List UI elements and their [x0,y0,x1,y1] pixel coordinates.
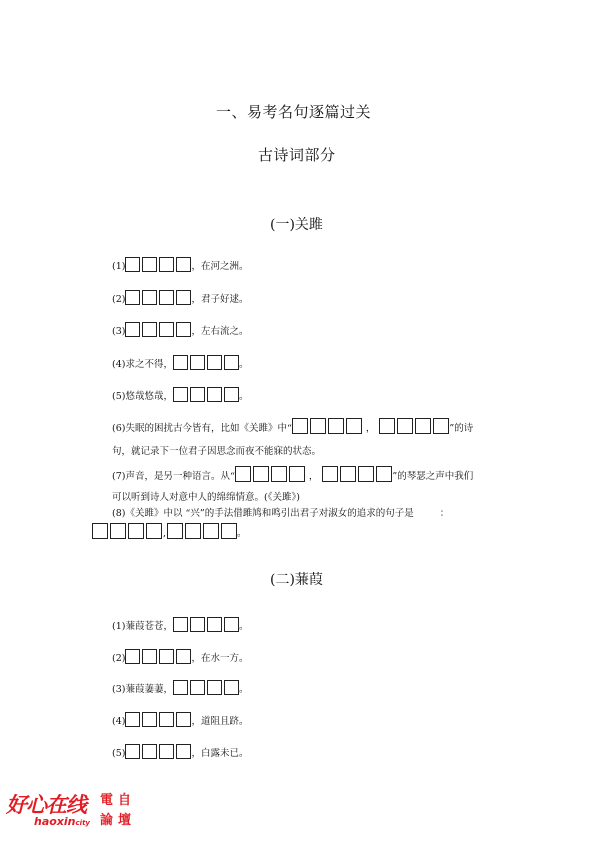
comma: , [163,528,167,539]
question-row [112,744,248,759]
question-text: ”的琴瑟之声中我们 [392,471,474,482]
question-row [92,523,247,539]
comma: ， [308,471,319,482]
answer-boxes[interactable] [173,617,239,632]
logo-main-text: 好心在线 [6,793,86,817]
question-row [112,712,248,727]
question-number: (5) [112,748,126,759]
answer-boxes[interactable] [322,466,392,482]
answer-boxes[interactable] [125,257,191,272]
answer-boxes[interactable] [173,387,239,402]
question-row [112,257,248,272]
answer-boxes[interactable] [235,466,305,482]
page-subtitle: 古诗词部分 [258,146,336,164]
question-text: ，在河之洲。 [191,261,249,272]
question-text: ，君子好逑。 [191,294,249,305]
question-text: (8)《关雎》中以 “兴”的手法借雎鸠和鸣引出君子对淑女的追求的句子是 [112,508,414,519]
answer-boxes[interactable] [173,355,239,370]
question-row [112,505,449,519]
answer-boxes[interactable] [125,290,191,305]
answer-boxes[interactable] [173,680,239,695]
page-title: 一、易考名句逐篇过关 [216,103,372,121]
question-text: 。 [238,391,249,402]
question-number: (3) [112,326,126,337]
question-text: ，白露未已。 [191,748,249,759]
logo-sub-text: haoxincity [34,815,90,828]
logo-stamp [100,789,136,829]
question-number: (1) [112,261,126,272]
answer-boxes[interactable] [292,418,362,434]
site-logo [0,785,150,835]
question-text: ，道阻且跻。 [191,716,249,727]
period: 。 [237,528,247,539]
answer-boxes[interactable] [125,322,191,337]
answer-boxes[interactable] [379,418,449,434]
question-text: 蒹葭苍苍， [125,621,173,632]
question-text: 。 [238,684,249,695]
question-row [112,649,248,664]
question-text-line: 句，就记录下一位君子因思念而夜不能寐的状态。 [112,446,322,457]
answer-boxes[interactable] [92,523,162,539]
question-text: (6)失眠的困扰古今皆有，比如《关雎》中“ [112,423,292,434]
section-heading-guanju: (一)关雎 [270,217,323,233]
answer-boxes[interactable] [125,649,191,664]
stamp-char: 自 [118,793,132,808]
answer-boxes[interactable] [125,712,191,727]
question-row [112,387,249,402]
question-text: 蒹葭萋萋， [125,684,173,695]
question-number: (4) [112,716,126,727]
question-row [112,680,249,695]
question-number: (2) [112,294,126,305]
question-text-line: 可以听到诗人对意中人的绵绵情意。(《关雎》) [112,492,300,503]
section-heading-jianjia: (二)蒹葭 [270,572,323,588]
answer-boxes[interactable] [167,523,237,539]
question-row [112,466,473,482]
comma: ， [365,423,376,434]
stamp-char: 論 [100,813,114,828]
question-text: ，左右流之。 [191,326,249,337]
question-row [112,617,249,632]
question-text: 求之不得， [125,359,173,370]
question-text: 。 [238,621,249,632]
question-row [112,355,249,370]
question-text: (7)声音，是另一种语言。从“ [112,471,235,482]
question-text: 悠哉悠哉， [125,391,173,402]
question-text: ，在水一方。 [191,653,249,664]
question-text: ”的诗 [449,423,474,434]
question-row [112,322,248,337]
question-row [112,290,248,305]
question-number: (5) [112,391,126,402]
answer-boxes[interactable] [125,744,191,759]
stamp-char: 電 [100,793,114,808]
colon: ： [439,508,450,519]
question-number: (3) [112,684,126,695]
question-number: (1) [112,621,126,632]
stamp-char: 壇 [118,813,132,828]
question-row [112,418,473,434]
question-number: (2) [112,653,126,664]
question-text: 。 [238,359,249,370]
question-number: (4) [112,359,126,370]
